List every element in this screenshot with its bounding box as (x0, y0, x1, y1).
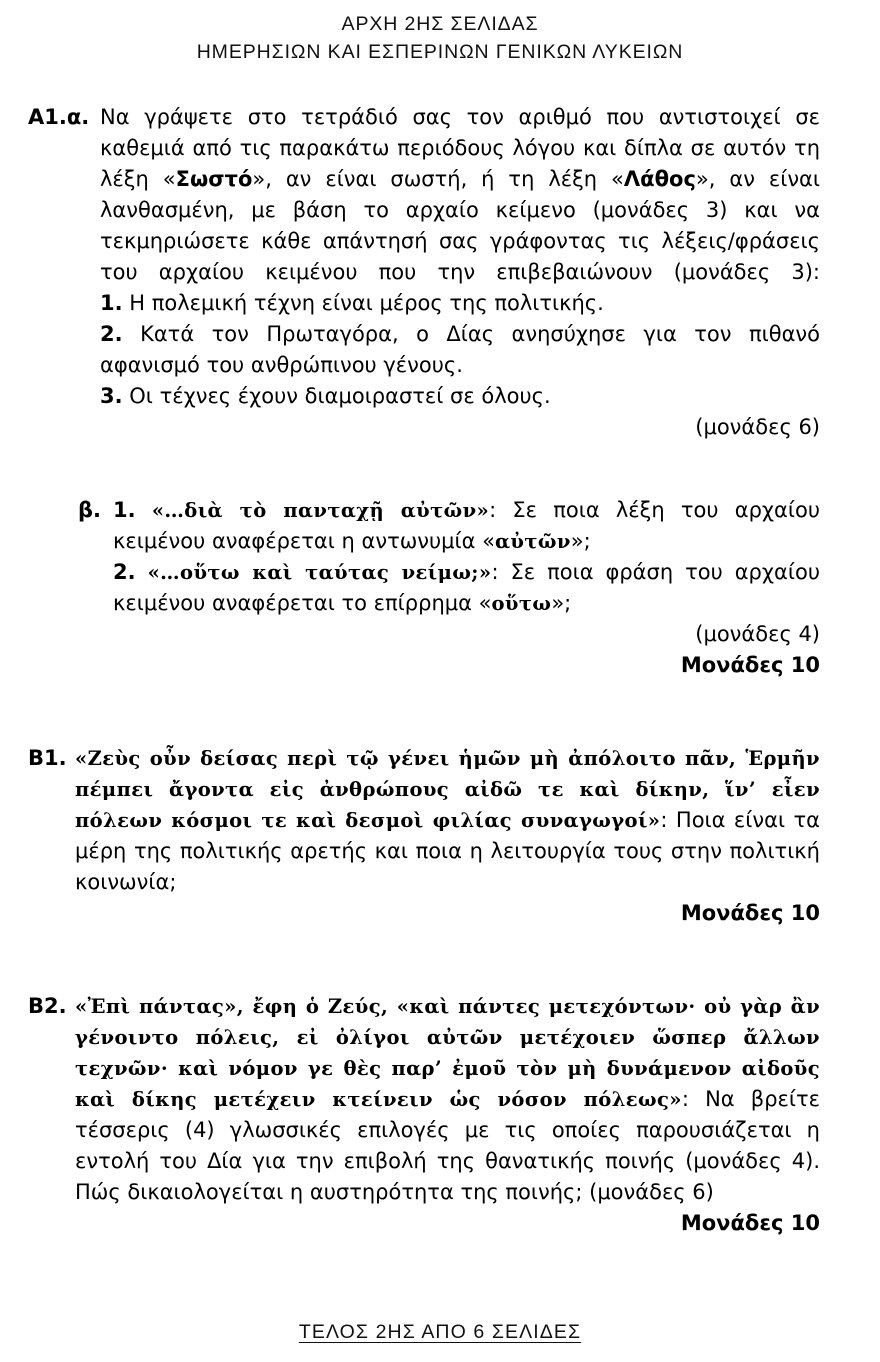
a1-item-1-num: 1. (100, 291, 123, 315)
a1-bold-lathos: Λάθος (623, 167, 696, 191)
b1-quote: «Ζεὺς οὖν δείσας περὶ τῷ γένει ἡμῶν μὴ ἀπόλοιτο πᾶν, Ἑρμῆν πέμπει ἄγοντα εἰς ἀνθρώπους αἰδῶ τε καὶ δίκην, ἵν’ εἶεν πόλεων κόσμοι τε καὶ δεσμοὶ φιλίας συναγωγοί» (75, 747, 820, 832)
b2-mid-text: , ἔφη ὁ Ζεύς, (236, 995, 397, 1018)
header-line-1: ΑΡΧΗ 2ΗΣ ΣΕΛΙΔΑΣ (341, 13, 539, 35)
list-item (100, 288, 820, 319)
spacer (28, 681, 820, 743)
question-b2-body (75, 991, 820, 1239)
list-item (100, 319, 820, 381)
beta-item-2-text-before: : Σε ποια φράση του αρχαίου κειμένου αναφέρεται το επίρρημα « (113, 560, 820, 615)
question-beta-wrapper (78, 495, 820, 681)
question-a1-intro (100, 102, 820, 288)
question-b1-body (75, 743, 820, 929)
list-item (113, 495, 820, 557)
question-beta (78, 495, 820, 619)
question-a1-body (100, 102, 820, 443)
a1-item-2-num: 2. (100, 322, 123, 346)
beta-item-2-quote: «…οὕτω καὶ ταύτας νείμω;» (147, 561, 492, 584)
page-footer (0, 1321, 880, 1344)
beta-item-1-text-after: »; (570, 529, 591, 553)
b2-points-total: Μονάδες 10 (680, 1211, 820, 1235)
question-b2-text (75, 991, 820, 1208)
page-header (0, 0, 880, 66)
question-b2 (28, 991, 820, 1239)
question-beta-body (113, 495, 820, 619)
beta-item-1-text-before: : Σε ποια λέξη του αρχαίου κειμένου αναφέρεται η αντωνυμία « (113, 498, 820, 553)
beta-item-2-quote-inline: οὕτω (491, 592, 552, 615)
question-a1-label: Α1.α. (28, 105, 90, 129)
b2-question-text: : Να βρείτε τέσσερις (4) γλωσσικές επιλογές με τις οποίες παρουσιάζεται η εντολή του Δία για την επιβολή της θανατικής ποινής (μονάδες 4). Πώς δικαιολογείται η αυστηρότητα της ποινής; (μονάδες 6) (75, 1087, 820, 1204)
question-beta-label: β. (78, 498, 102, 522)
a1-bold-sosto: Σωστό (175, 167, 253, 191)
exam-content (0, 102, 880, 1239)
b2-quote-part2: «καὶ πάντες μετεχόντων· οὐ γὰρ ἂν γένοιντο πόλεις, εἰ ὀλίγοι αὐτῶν μετέχοιεν ὥσπερ ἄλλων τεχνῶν· καὶ νόμον γε θὲς παρ’ ἐμοῦ τὸν μὴ δυνάμενον αἰδοῦς καὶ δίκης μετέχειν κτείνειν ὡς νόσον πόλεως» (75, 995, 821, 1111)
beta-item-1-quote-inline: αὐτῶν (495, 530, 571, 553)
beta-item-2-text-after: »; (551, 591, 572, 615)
question-b2-label: Β2. (28, 994, 67, 1018)
a1-text-part2: », αν είναι σωστή, ή τη λέξη « (252, 167, 624, 191)
spacer (28, 929, 820, 991)
spacer (28, 443, 820, 495)
b1-question-text: : Ποια είναι τα μέρη της πολιτικής αρετής και ποια η λειτουργία τους στην πολιτική κοινωνία; (75, 808, 820, 894)
beta-item-1-num: 1. (113, 498, 136, 522)
question-b1-label: Β1. (28, 746, 67, 770)
a1-text-part1: Να γράψετε στο τετράδιό σας τον αριθμό που αντιστοιχεί σε καθεμιά από τις παρακάτω περιόδους λόγου και δίπλα σε αυτόν τη λέξη « (100, 105, 820, 191)
beta-item-1-quote: «…διὰ τὸ πανταχῇ αὐτῶν» (151, 499, 490, 522)
list-item (100, 381, 820, 412)
a1-points: (μονάδες 6) (695, 415, 820, 439)
a1-item-2-text: Κατά τον Πρωταγόρα, ο Δίας ανησύχησε για τον πιθανό αφανισμό του ανθρώπινου γένους. (100, 322, 820, 377)
list-item (113, 557, 820, 619)
b1-points-total: Μονάδες 10 (680, 901, 820, 925)
question-b1-text (75, 743, 820, 898)
b2-quote-part1: «Ἐπὶ πάντας» (75, 995, 237, 1018)
header-line-2: ΗΜΕΡΗΣΙΩΝ ΚΑΙ ΕΣΠΕΡΙΝΩΝ ΓΕΝΙΚΩΝ ΛΥΚΕΙΩΝ (196, 41, 684, 63)
a1-text-part3: », αν είναι λανθασμένη, με βάση το αρχαίο κείμενο (μονάδες 3) και να τεκμηριώσετε κάθε απάντησή σας γράφοντας τις λέξεις/φράσεις του αρχαίου κειμένου που την επιβεβαιώνουν (μονάδες 3): (100, 167, 820, 284)
a1-item-1-text: Η πολεμική τέχνη είναι μέρος της πολιτικής. (129, 291, 604, 315)
beta-points-total: Μονάδες 10 (680, 653, 820, 677)
a1-item-3-text: Οι τέχνες έχουν διαμοιραστεί σε όλους. (129, 384, 551, 408)
beta-points: (μονάδες 4) (695, 622, 820, 646)
a1-item-3-num: 3. (100, 384, 123, 408)
question-b1 (28, 743, 820, 929)
footer-text: ΤΕΛΟΣ 2ΗΣ ΑΠΟ 6 ΣΕΛΙΔΕΣ (298, 1321, 582, 1343)
beta-item-2-num: 2. (113, 560, 136, 584)
question-a1 (28, 102, 820, 443)
